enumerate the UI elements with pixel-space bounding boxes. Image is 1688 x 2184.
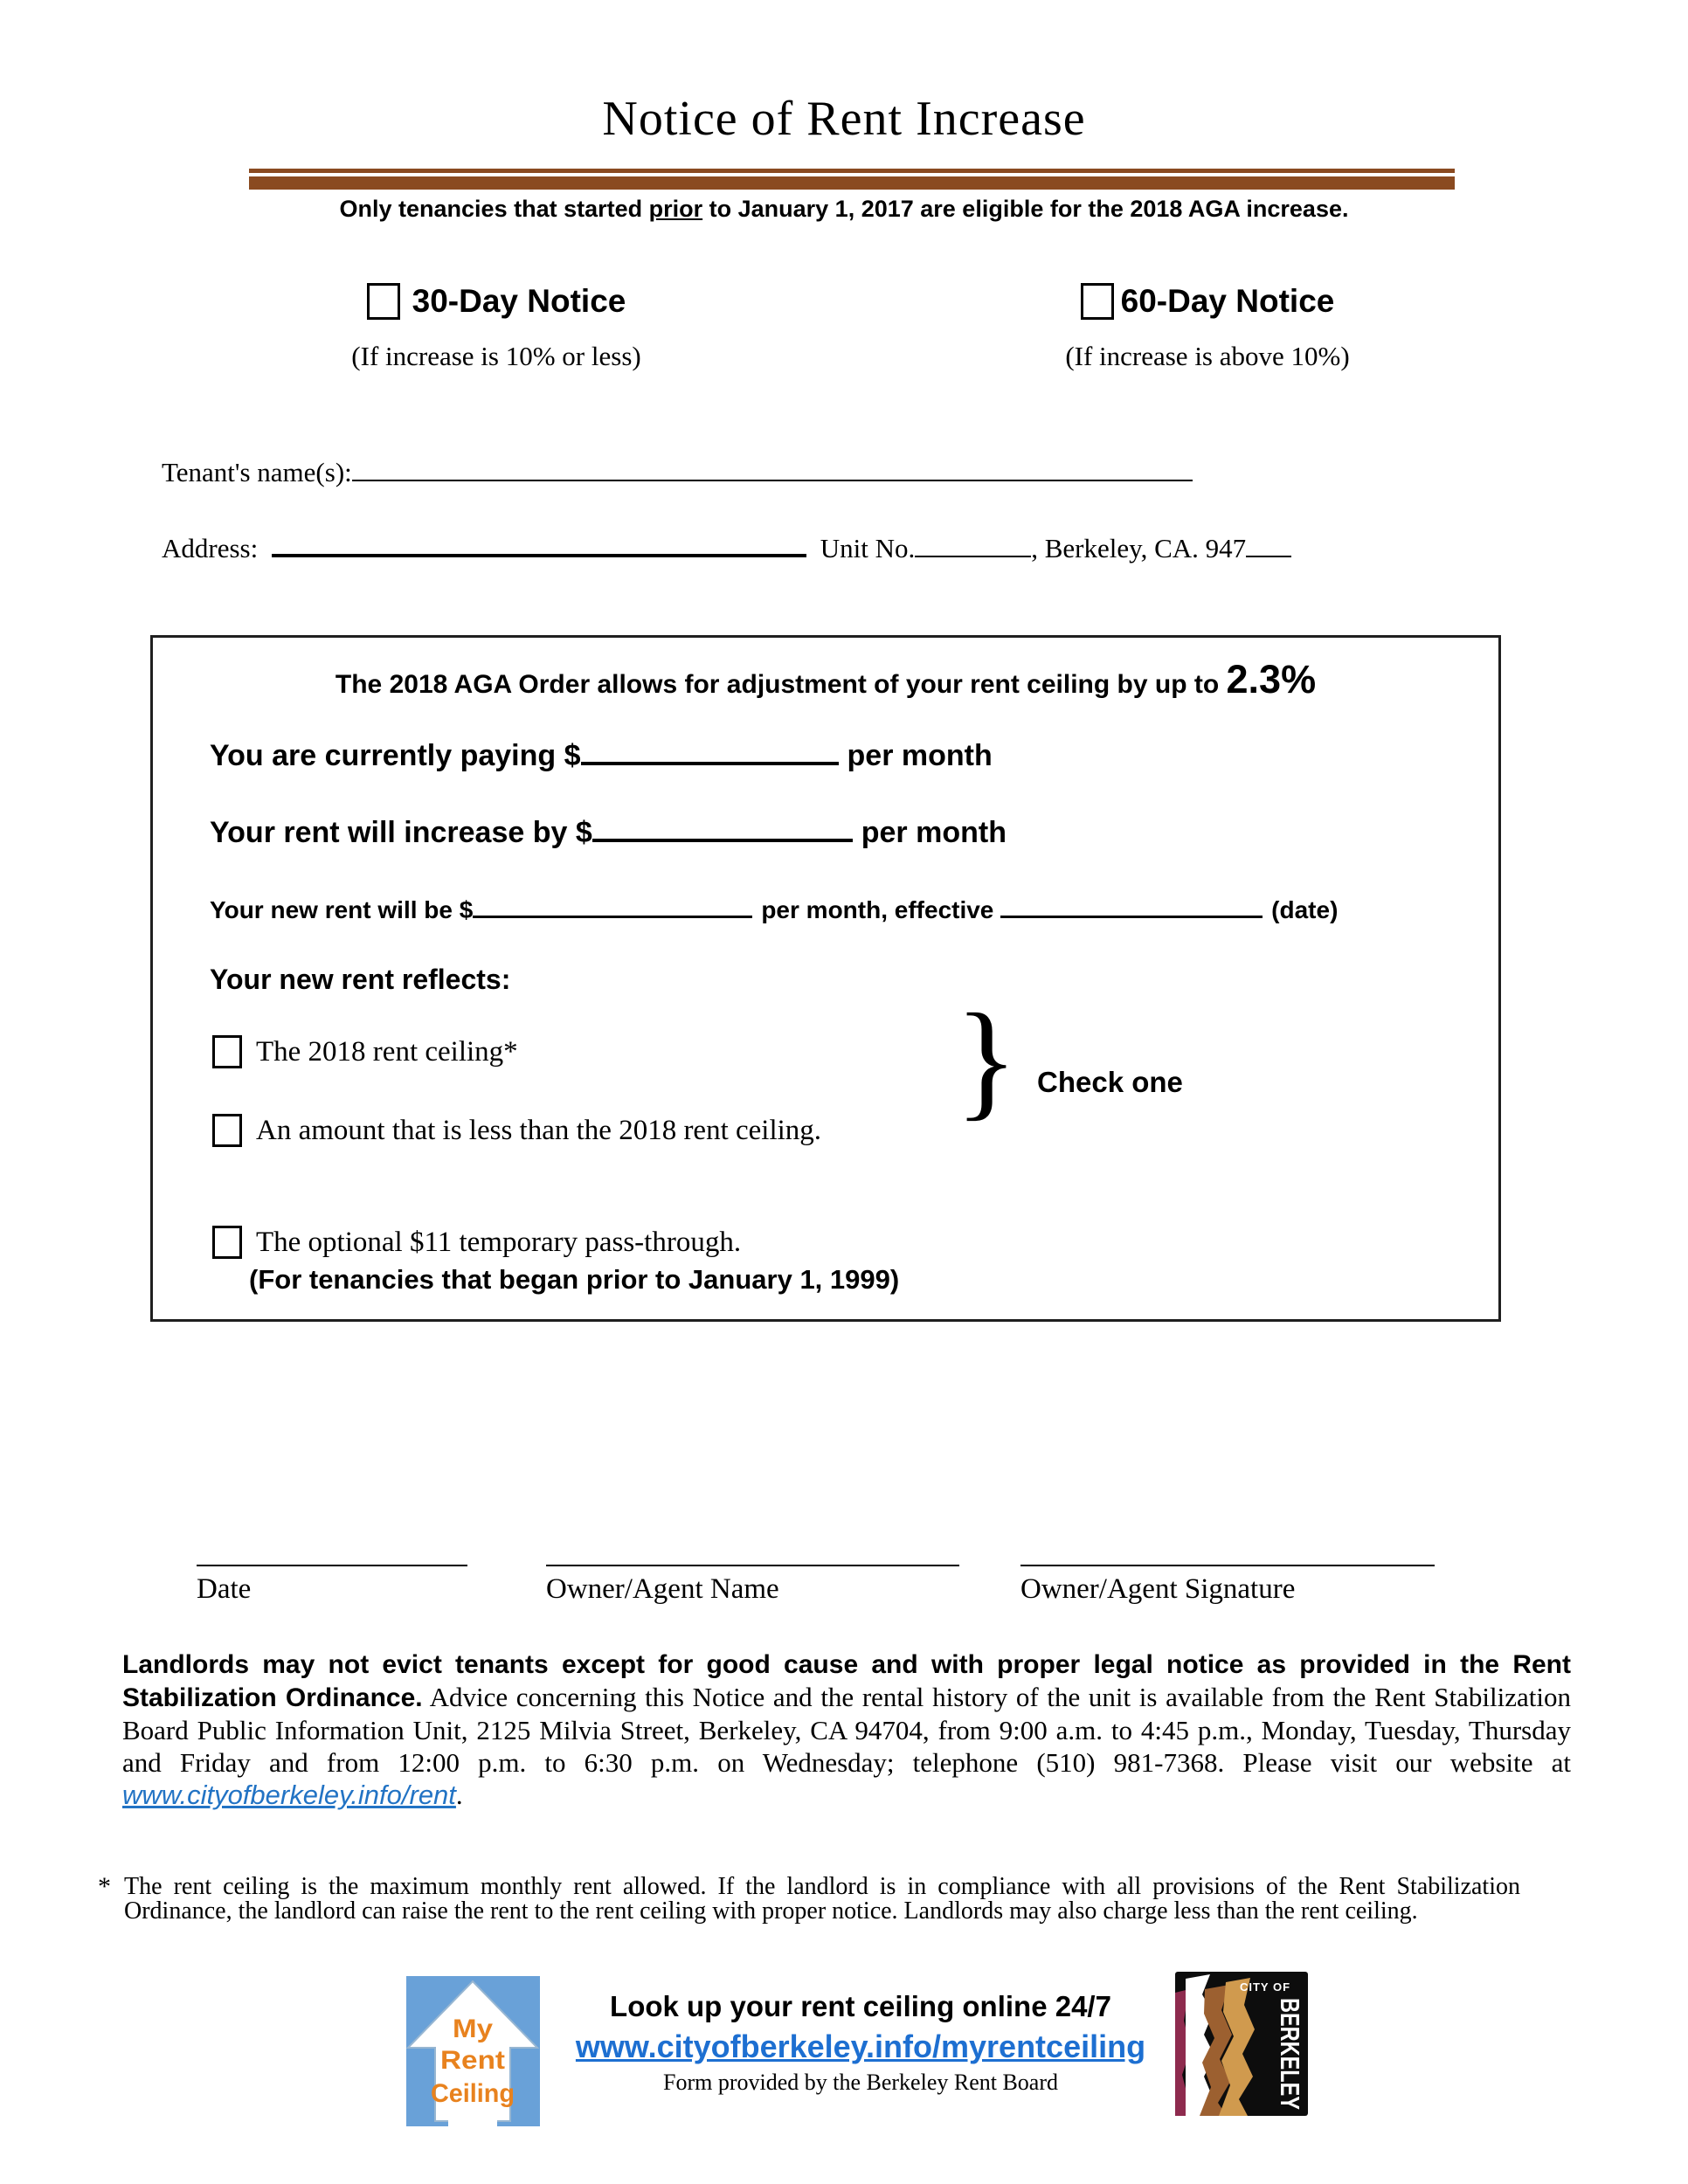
advice-text-end: .	[455, 1780, 463, 1810]
current-rent-input-line[interactable]	[581, 736, 839, 765]
check-one-label: Check one	[1037, 1066, 1183, 1098]
eligibility-subtitle	[0, 196, 1688, 223]
city-of-text: CITY OF	[1239, 1980, 1291, 1994]
page-title: Notice of Rent Increase	[602, 92, 1086, 146]
subtitle-post: to January 1, 2017 are eligible for the 2018 AGA increase.	[702, 196, 1349, 222]
increase-amount-input-line[interactable]	[592, 812, 853, 842]
increase-amount-row	[210, 812, 1007, 850]
date-signature-field[interactable]	[197, 1565, 467, 1606]
logo-word-ceiling: Ceiling	[431, 2079, 515, 2108]
owner-signature-field[interactable]	[1020, 1565, 1435, 1606]
option-pass-through	[212, 1226, 741, 1259]
owner-signature-label: Owner/Agent Signature	[1020, 1573, 1296, 1605]
30-day-notice-checkbox[interactable]	[367, 283, 400, 320]
house-arrow-icon	[406, 1976, 540, 2126]
pass-through-checkbox[interactable]	[212, 1226, 242, 1259]
address-row	[162, 530, 1291, 564]
logo-word-my: My	[453, 2015, 494, 2043]
less-than-ceiling-checkbox[interactable]	[212, 1114, 242, 1147]
footnote-text: The rent ceiling is the maximum monthly rent allowed. If the landlord is in compliance with all provisions of the Rent Stabilization Ordinance, the landlord can raise the rent to the rent ceiling with proper notice. Landlords may also charge less than the rent ceiling.	[124, 1873, 1520, 1925]
notice-option-30-day	[313, 283, 680, 320]
new-rent-row	[210, 894, 1338, 924]
brace-glyph: }	[955, 987, 1018, 1132]
berkeley-text: BERKELEY	[1275, 1998, 1305, 2116]
pass-through-note: (For tenancies that began prior to January 1, 1999)	[249, 1264, 900, 1295]
reflects-heading: Your new rent reflects:	[210, 964, 511, 995]
owner-name-label: Owner/Agent Name	[546, 1573, 779, 1605]
effective-label: per month, effective	[761, 896, 994, 923]
date-label: Date	[197, 1573, 252, 1605]
subtitle-pre: Only tenancies that started	[339, 196, 649, 222]
60-day-notice-checkbox[interactable]	[1081, 283, 1114, 320]
current-rent-suffix: per month	[847, 739, 993, 772]
provided-by-text: Form provided by the Berkeley Rent Board	[662, 2070, 1059, 2095]
less-than-ceiling-option-label: An amount that is less than the 2018 rent ceiling.	[256, 1114, 822, 1146]
eviction-warning-text: Landlords may not evict tenants except for good cause and with proper legal notice as provided in the Rent Stabilization Ordinance.	[122, 1650, 1571, 1712]
footer-center	[540, 1990, 1181, 2096]
unit-no-label: Unit No.	[820, 533, 916, 563]
date-hint-label: (date)	[1271, 896, 1339, 923]
city-suffix-label: , Berkeley, CA. 947	[1031, 533, 1247, 563]
current-rent-label: You are currently paying $	[210, 739, 581, 772]
lookup-text: Look up your rent ceiling online 24/7	[610, 1990, 1111, 2022]
tenant-name-input-line[interactable]	[352, 454, 1193, 481]
new-rent-label: Your new rent will be $	[210, 896, 474, 923]
60-day-notice-caption: (If increase is above 10%)	[1065, 341, 1350, 371]
berkeley-logo	[1175, 1972, 1308, 2120]
tenant-name-row	[162, 454, 1193, 488]
aga-heading	[153, 657, 1498, 702]
60-day-notice-label: 60-Day Notice	[1120, 283, 1335, 319]
increase-amount-suffix: per month	[861, 816, 1007, 849]
my-rent-ceiling-link[interactable]: www.cityofberkeley.info/myrentceiling	[575, 2028, 1146, 2064]
aga-percentage: 2.3%	[1226, 657, 1317, 702]
30-day-notice-label: 30-Day Notice	[412, 283, 626, 319]
new-rent-input-line[interactable]	[473, 894, 752, 918]
option-less-than-ceiling	[212, 1114, 821, 1147]
notice-option-60-day	[1024, 283, 1391, 320]
pass-through-option-label: The optional $11 temporary pass-through.	[256, 1226, 742, 1258]
unit-no-input-line[interactable]	[915, 530, 1031, 557]
address-label: Address:	[162, 533, 259, 563]
logo-word-rent: Rent	[440, 2046, 506, 2075]
tenant-name-label: Tenant's name(s):	[162, 457, 352, 487]
title-rule	[249, 169, 1455, 190]
aga-heading-text: The 2018 AGA Order allows for adjustment of your rent ceiling by up to	[335, 670, 1227, 699]
rent-ceiling-checkbox[interactable]	[212, 1035, 242, 1068]
effective-date-input-line[interactable]	[1000, 894, 1263, 918]
legal-paragraph	[122, 1648, 1571, 1811]
owner-name-field[interactable]	[546, 1565, 959, 1606]
asterisk-glyph: *	[98, 1872, 111, 1901]
zip-input-line[interactable]	[1246, 530, 1291, 557]
current-rent-row	[210, 736, 993, 773]
city-of-berkeley-icon	[1175, 1972, 1308, 2116]
option-rent-ceiling	[212, 1035, 518, 1068]
30-day-notice-caption: (If increase is 10% or less)	[351, 341, 641, 371]
aga-adjustment-box	[150, 635, 1501, 1322]
rent-ceiling-footnote	[98, 1872, 1520, 1925]
increase-amount-label: Your rent will increase by $	[210, 816, 592, 849]
address-input-line[interactable]	[272, 530, 806, 557]
my-rent-ceiling-logo	[406, 1976, 540, 2131]
advice-text: Advice concerning this Notice and the rental history of the unit is available from the Rent Stabilization Board Public Information Unit, 2125 Milvia Street, Berkeley, CA 94704, from 9:00 a.m. to 4:45 p.m., Monday, Tuesday, Thursday and Friday and from 12:00 p.m. to 6:30 p.m. on Wednesday; telephone (510) 981-7368. Please visit our website at	[122, 1682, 1572, 1778]
rent-ceiling-option-label: The 2018 rent ceiling*	[256, 1035, 518, 1068]
rent-info-link[interactable]: www.cityofberkeley.info/rent	[122, 1780, 456, 1810]
subtitle-underlined: prior	[648, 196, 703, 222]
